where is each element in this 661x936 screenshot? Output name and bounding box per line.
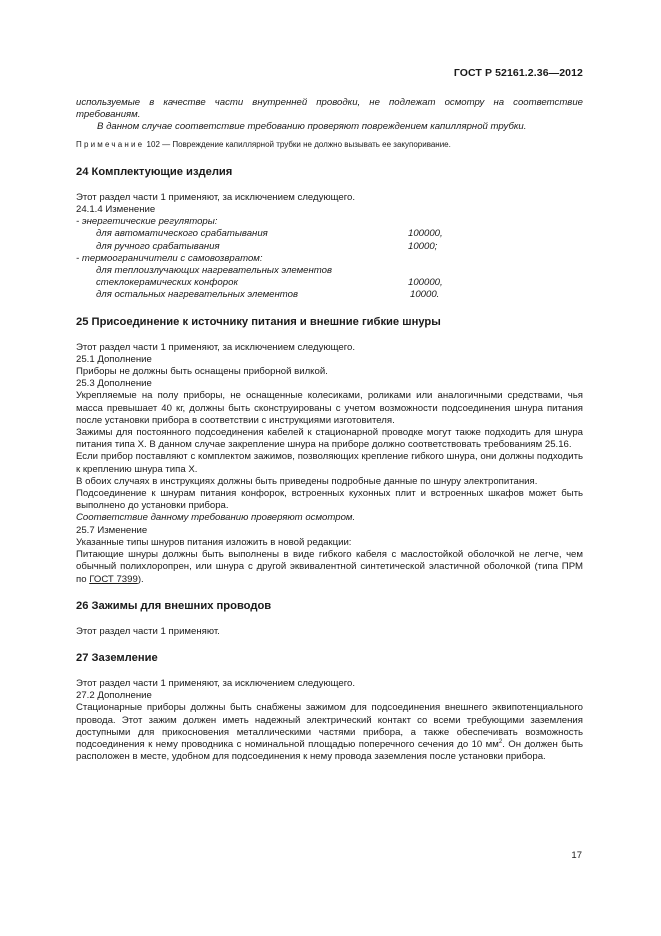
s27-subclause-2: 27.2 Дополнение [76, 690, 152, 702]
s25-floor-appliances: Укрепляемые на полу приборы, не оснащенные колесиками, роликами или аналогичными средствами, чья масса превышает 40 кг, должны быть сконструированы с учетом возможности подсоединения шнура питания после установки прибора в соответствии с инструкциями изготовителя. [76, 390, 583, 426]
s24-row-radiant [76, 265, 583, 277]
section-24-title: 24 Комплектующие изделия [76, 165, 233, 178]
s25-terminals: Зажимы для постоянного подсоединения кабелей к стационарной проводке могут также подходить для шнура питания типа X. В данном случае закрепление шнура на приборе должно соответствовать требованиям 25.16. [76, 427, 583, 451]
page-content [76, 97, 583, 763]
s24-intro: Этот раздел части 1 применяют, за исключением следующего. [76, 191, 356, 203]
s25-intro: Этот раздел части 1 применяют, за исключением следующего. [76, 341, 356, 353]
s25-subclause-3: 25.3 Дополнение [76, 378, 152, 390]
section-27-title: 27 Заземление [76, 651, 158, 664]
s24-row-other [76, 289, 583, 301]
s25-builtin: Подсоединение к шнурам питания конфорок, встроенных кухонных плит и встроенных шкафов может быть выполнено до установки прибора. [76, 488, 583, 512]
s24-row-auto [76, 228, 583, 240]
s25-supply-cords-end: ). [137, 573, 144, 585]
s24-row-other-value: 10000. [410, 289, 440, 301]
intro-continuation: используемые в качестве части внутренней проводки, не подлежат осмотру на соответствие требованиям. [76, 97, 583, 121]
s25-clamp-kit: Если прибор поставляют с комплектом зажимов, позволяющих крепление гибкого шнура, они должны подходить к креплению шнура типа X. [76, 451, 583, 475]
s24-row-auto-label: для автоматического срабатывания [96, 228, 268, 240]
note [76, 139, 583, 151]
s24-row-radiant-label: для теплоизлучающих нагревательных элементов [96, 265, 332, 277]
s25-supply-cords-text: Питающие шнуры должны быть выполнены в виде гибкого кабеля с маслостойкой оболочкой не легче, чем обычный полихлоропрен, или шнура с другой эквивалентной синтетической эластичной оболочкой (типа ПРМ по [76, 549, 583, 585]
document-code: ГОСТ Р 52161.2.36—2012 [453, 67, 583, 79]
s24-row-manual [76, 241, 583, 253]
s24-item-thermo: - термоограничители с самовозвратом: [76, 252, 263, 264]
note-text: 102 — Повреждение капиллярной трубки не должно вызывать ее закупоривание. [146, 139, 451, 149]
s24-subclause: 24.1.4 Изменение [76, 204, 156, 216]
s24-row-manual-value: 10000; [408, 240, 438, 252]
s25-supply-cords [76, 549, 583, 586]
section-25-title: 25 Присоединение к источнику питания и внешние гибкие шнуры [76, 315, 441, 328]
s25-subclause-7: 25.7 Изменение [76, 524, 148, 536]
s25-no-plug: Приборы не должны быть оснащены приборной вилкой. [76, 366, 328, 378]
s24-row-glass [76, 277, 583, 289]
s24-row-glass-value: 100000, [408, 277, 443, 289]
s27-earthing-terminal [76, 702, 583, 763]
s27-earthing-end: . Он должен быть расположен в месте, удобном для подсоединения к нему провода заземления после установки прибора. [76, 738, 584, 763]
s25-check-method: Соответствие данному требованию проверяют осмотром. [76, 512, 356, 524]
note-label: Примечание [76, 139, 145, 149]
s25-instructions: В обоих случаях в инструкциях должны быть приведены подробные данные по шнуру электропитания. [76, 475, 538, 487]
intro-check-method: В данном случае соответствие требованию проверяют повреждением капиллярной трубки. [97, 121, 527, 133]
s25-subclause-1: 25.1 Дополнение [76, 353, 152, 365]
s25-new-edition: Указанные типы шнуров питания изложить в новой редакции: [76, 536, 352, 548]
s24-row-glass-label: стеклокерамических конфорок [96, 277, 238, 289]
s24-row-auto-value: 100000, [408, 228, 443, 240]
page-number: 17 [571, 850, 582, 861]
s27-earthing-text: Стационарные приборы должны быть снабжены зажимом для подсоединения внешнего эквипотенциального провода. Этот зажим должен иметь надежный электрический контакт со всеми требующими заземления доступными для прикосновения металлическими частями прибора, а также обеспечивать возможность подсоединения к нему проводника с номинальной площадью поперечного сечения до 10 мм [76, 702, 583, 750]
s24-row-other-label: для остальных нагревательных элементов [96, 289, 298, 301]
gost-7399-link[interactable]: ГОСТ 7399 [89, 573, 138, 585]
s27-intro: Этот раздел части 1 применяют, за исключением следующего. [76, 677, 356, 689]
section-26-title: 26 Зажимы для внешних проводов [76, 599, 272, 612]
s24-row-manual-label: для ручного срабатывания [96, 240, 220, 252]
s24-item-regulators: - энергетические регуляторы: [76, 216, 218, 228]
s26-intro: Этот раздел части 1 применяют. [76, 625, 220, 637]
s27-earthing-sup: 2 [498, 738, 503, 745]
